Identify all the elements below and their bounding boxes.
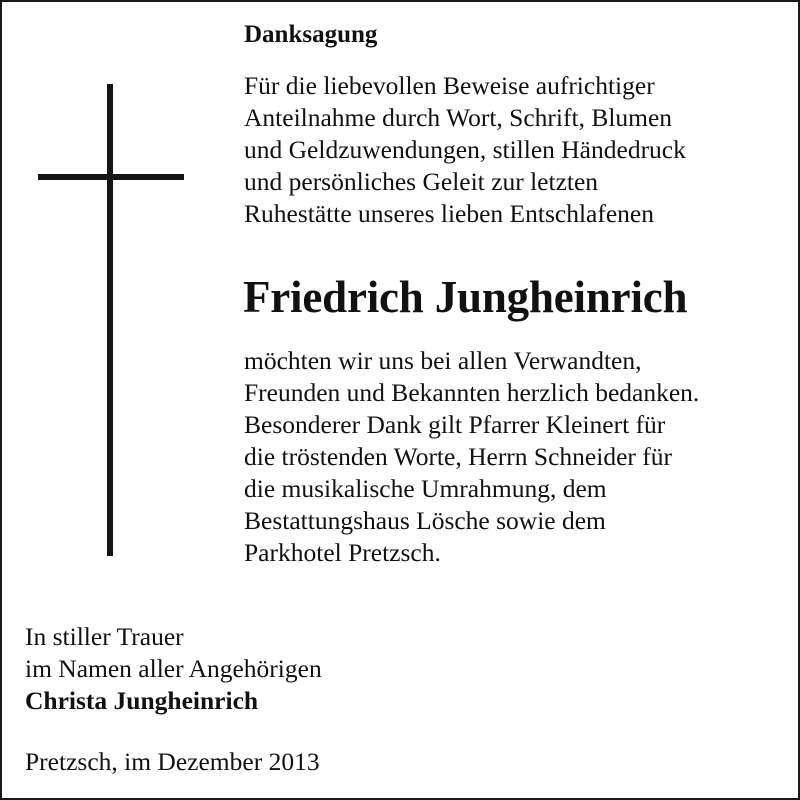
latin-cross-icon [38,84,184,556]
intro-line: und Geldzuwendungen, stillen Händedruck [244,135,686,164]
thanks-line: Besonderer Dank gilt Pfarrer Kleinert für [244,410,666,439]
family-line: im Namen aller Angehörigen [25,654,322,683]
thanks-line: die musikalische Umrahmung, dem [244,474,607,503]
intro-paragraph [244,70,686,230]
intro-line: und persönliches Geleit zur letzten [244,167,599,196]
thanks-line: möchten wir uns bei allen Verwandten, [244,346,642,375]
cross-vertical-bar [107,84,113,556]
intro-line: Ruhestätte unseres lieben Entschlafenen [244,199,654,228]
thanks-line: Parkhotel Pretzsch. [244,538,441,567]
thanks-line: die tröstenden Worte, Herrn Schneider für [244,442,672,471]
cross-horizontal-bar [38,174,184,180]
signatory-name: Christa Jungheinrich [25,686,259,715]
thanks-line: Bestattungshaus Lösche sowie dem [244,506,606,535]
mourning-line: In stiller Trauer [25,622,184,651]
intro-line: Für die liebevollen Beweise aufrichtiger [244,71,655,100]
thanks-paragraph [244,345,699,569]
intro-line: Anteilnahme durch Wort, Schrift, Blumen [244,103,673,132]
deceased-name: Friedrich Jungheinrich [243,272,688,322]
place-date: Pretzsch, im Dezember 2013 [25,747,320,776]
notice-heading: Danksagung [244,21,378,48]
signature-block [25,621,322,717]
thanks-line: Freunden und Bekannten herzlich bedanken. [244,378,700,407]
